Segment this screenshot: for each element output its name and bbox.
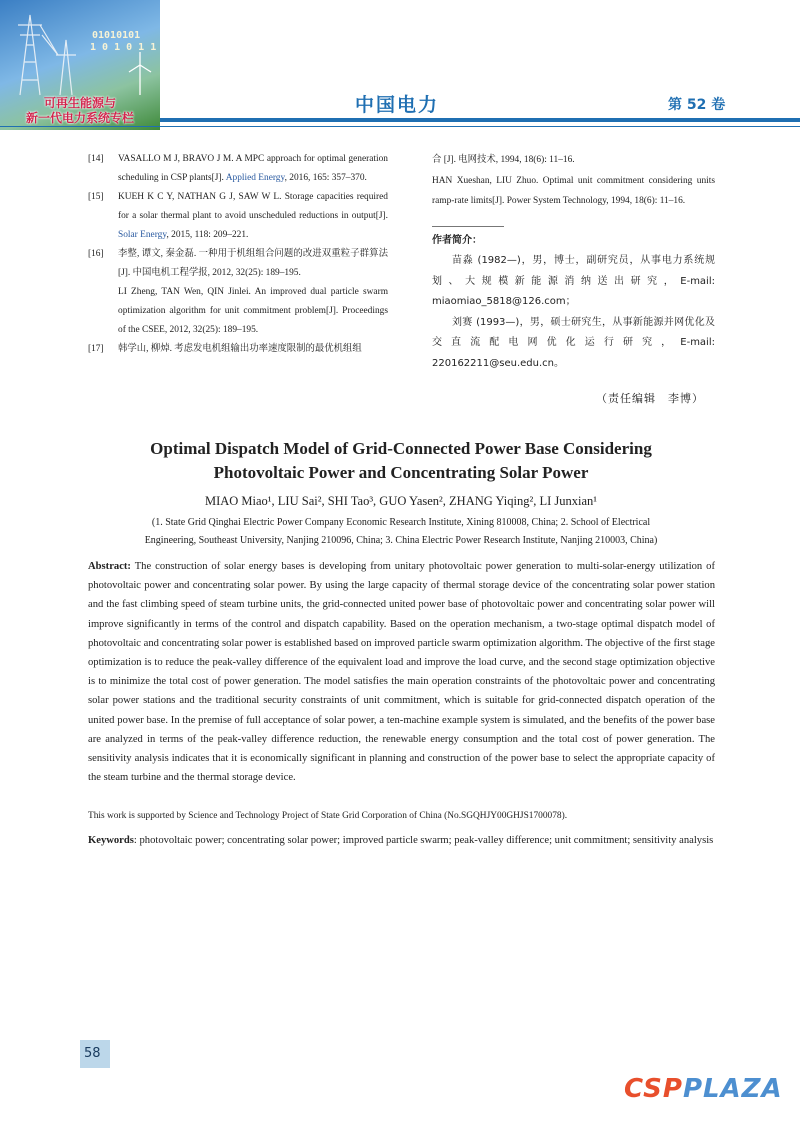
paper-title [88, 437, 714, 485]
abstract [88, 557, 715, 787]
author-list: MIAO Miao¹, LIU Sai², SHI Tao³, GUO Yasen², ZHANG Yiqing², LI Junxian¹ [204, 494, 598, 508]
cspplaza-watermark: CSPPLAZA [624, 1074, 783, 1104]
references-left-column [88, 150, 388, 359]
bio-heading: 作者简介： [432, 234, 482, 246]
author-bio-1: 苗淼 (1982—)，男，博士，副研究员，从事电力系统规划、大规模新能源消纳送出研究，E-mail: miaomiao_5818@126.com； [432, 255, 715, 307]
reference-item [88, 245, 388, 340]
journal-link[interactable]: Solar Energy [118, 230, 167, 240]
volume-label: 第 52 卷 [668, 97, 726, 113]
author-bio-2: 刘赛 (1993—)，男，硕士研究生，从事新能源并网优化及交直流配电网优化运行研究，E-mail: 220162211@seu.edu.cn。 [432, 316, 715, 369]
bio-separator [432, 226, 504, 227]
abstract-text: The construction of solar energy bases is developing from unitary photovoltaic power generation to multi-solar-energy utilization of photovoltaic power and concentrating solar power. By using the large capacity of thermal storage device of the concentrating solar power station and the fast climbing speed of steam turbine units, the grid-connected united power base of photovoltaic power and concentrating solar power will improve significantly in terms of the control and dispatch capability. Based on the operation mechanism, a two-stage optimal dispatch model of photovoltaic and concentrating solar power is established based on improved particle swarm optimization algorithm. The objective of the first stage optimization is to reduce the peak-valley difference of the equivalent load and improve the load curve, and the second stage optimization objective is to minimize the total cost of power generation. The model satisfies the main operation constraints of the photovoltaic power and concentrating solar power stations and the traditional security constraints of unit commitment, which is suitable for grid-connected dispatch operation of the united power base. In the premise of full acceptance of solar power, a ten-machine example system is simulated, and the benefits of the power base are analyzed in terms of the peak-valley difference reduction, the renewable energy consumption and the total cost of power generation. The sensitivity analysis indicates that it is economically significant in planning and construction of the power base to select the appropriate capacity of the steam turbine and the thermal storage device. [88, 561, 715, 784]
keywords-text: : photovoltaic power; concentrating solar power; improved particle swarm; peak-valley difference; unit commitment; sensitivity analysis [133, 835, 714, 846]
reference-english-text: LI Zheng, TAN Wen, QIN Jinlei. An improved dual particle swarm optimization algorithm for unit commitment problem[J]. Proceedings of the CSEE, 2012, 32(25): 189–195. [118, 287, 388, 335]
reference-number: [14] [88, 154, 104, 164]
reference-number: [17] [88, 344, 104, 354]
reference-chinese-text: 韩学山, 柳焯. 考虑发电机组输出功率速度限制的最优机组组 [118, 344, 362, 354]
reference-item [88, 340, 388, 359]
svg-text:1 0 1 0 1 1: 1 0 1 0 1 1 [90, 42, 157, 53]
banner-line-1: 可再生能源与 [43, 96, 116, 110]
journal-link[interactable]: Applied Energy [225, 173, 285, 183]
affiliation-line-2: Engineering, Southeast University, Nanjing 210096, China; 3. China Electric Power Research Institute, Nanjing 210003, China) [144, 535, 658, 546]
column-banner [0, 0, 160, 130]
journal-title: 中国电力 [355, 94, 440, 116]
header-thin-rule [0, 126, 800, 127]
svg-text:01010101: 01010101 [92, 30, 141, 41]
reference-item: [15] KUEH K C Y, NATHAN G J, SAW W L. Storage capacities required for a solar thermal plant to avoid unscheduled reductions in output[J]. Solar Energy, 2015, 118: 209–221. [88, 188, 388, 245]
keywords-label: Keywords [88, 835, 134, 846]
paper-title-line-1: Optimal Dispatch Model of Grid-Connected Power Base Considering [150, 439, 652, 458]
abstract-label: Abstract: [88, 561, 131, 572]
reference-number: [15] [88, 192, 104, 202]
paper-title-line-2: Photovoltaic Power and Concentrating Solar Power [213, 463, 589, 482]
affiliations [88, 514, 714, 550]
keywords [88, 831, 715, 850]
reference-english-text: HAN Xueshan, LIU Zhuo. Optimal unit commitment considering units ramp-rate limits[J]. Power System Technology, 1994, 18(6): 11–16. [432, 175, 715, 206]
banner-title [0, 96, 160, 126]
reference-continuation: 合 [J]. 电网技术, 1994, 18(6): 11–16. [432, 155, 575, 165]
header-rule [160, 118, 800, 122]
responsible-editor: （责任编辑 李博） [596, 392, 704, 405]
reference-chinese-text: 李整, 谭文, 秦金磊. 一种用于机组组合问题的改进双重粒子群算法 [J]. 中国电机工程学报, 2012, 32(25): 189–195. [118, 249, 388, 278]
references-right-column [432, 150, 715, 374]
page-number: 58 [84, 1046, 101, 1061]
reference-item: [14] VASALLO M J, BRAVO J M. A MPC approach for optimal generation scheduling in CSP plants[J]. Applied Energy, 2016, 165: 357–370. [88, 150, 388, 188]
reference-number: [16] [88, 249, 104, 259]
funding-note: This work is supported by Science and Technology Project of State Grid Corporation of China (No.SGQHJY00GHJS1700078). [88, 811, 568, 821]
banner-line-2: 新一代电力系统专栏 [25, 111, 134, 125]
affiliation-line-1: (1. State Grid Qinghai Electric Power Company Economic Research Institute, Xining 810008, China; 2. School of Electrical [151, 517, 651, 528]
